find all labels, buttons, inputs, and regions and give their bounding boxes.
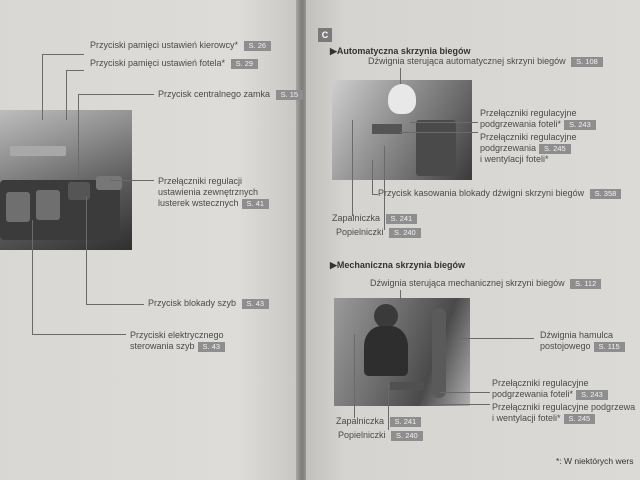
callout-manual-lever	[370, 278, 601, 289]
callout-line	[66, 70, 84, 71]
page-ref: S. 358	[590, 189, 622, 199]
callout-auto-ashtray	[336, 227, 421, 238]
page-ref: S. 15	[276, 90, 304, 100]
callout-line	[86, 196, 87, 304]
page-ref: S. 240	[389, 228, 421, 238]
callout-text: Przyciski pamięci ustawień fotela*	[90, 58, 226, 68]
page-ref: S. 245	[539, 144, 571, 154]
callout-text: Przycisk centralnego zamka	[158, 89, 271, 99]
page-ref: S. 245	[564, 414, 596, 424]
page-ref: S. 29	[231, 59, 259, 69]
section-title-automatic: ▶Automatyczna skrzynia biegów	[330, 46, 471, 56]
callout-text: i wentylacji foteli*	[480, 154, 549, 164]
callout-text: Dźwignia sterująca mechanicznej skrzyni biegów	[370, 278, 565, 288]
callout-line	[42, 54, 43, 120]
callout-auto-lever	[368, 56, 603, 67]
shift-boot	[364, 326, 408, 376]
callout-text: Dźwignia hamulca	[540, 330, 614, 340]
page-ref: S. 240	[391, 431, 423, 441]
callout-text: ustawienia zewnętrznych	[158, 187, 259, 197]
callout-mirror-switch	[158, 176, 269, 209]
callout-manual-seat-heat-vent	[492, 402, 635, 424]
callout-line	[372, 160, 373, 194]
page-ref: S. 108	[571, 57, 603, 67]
callout-auto-seat-heat-vent	[480, 132, 577, 165]
callout-line	[400, 290, 401, 304]
callout-text: postojowego	[540, 341, 591, 351]
callout-manual-ashtray	[338, 430, 423, 441]
callout-driver-memory	[90, 40, 271, 51]
callout-text: Popielniczki	[338, 430, 386, 440]
callout-line	[32, 334, 126, 335]
callout-line	[86, 304, 144, 305]
callout-text: Przycisk blokady szyb	[148, 298, 237, 308]
callout-line	[110, 180, 154, 181]
callout-line	[354, 334, 355, 418]
callout-line	[430, 404, 490, 405]
page-ref: S. 43	[198, 342, 226, 352]
callout-text: Przełączniki regulacji	[158, 176, 243, 186]
callout-shift-lock	[378, 188, 621, 199]
callout-text: Dźwignia sterująca automatycznej skrzyni biegów	[368, 56, 566, 66]
callout-auto-lighter	[332, 213, 417, 224]
callout-text: i wentylacji foteli*	[492, 413, 561, 423]
shift-knob	[374, 304, 398, 328]
callout-text: Zapalniczka	[332, 213, 381, 223]
callout-line	[352, 120, 353, 216]
gear-lever	[388, 84, 416, 114]
callout-line	[400, 132, 478, 133]
callout-text: Przełączniki regulacyjne	[492, 378, 589, 388]
window-switch	[36, 190, 60, 220]
callout-line	[78, 94, 79, 180]
seat-switches	[372, 124, 402, 134]
callout-text: podgrzewania	[480, 143, 537, 153]
page-ref: S. 112	[570, 279, 601, 289]
central-lock-switch	[96, 176, 122, 190]
page-ref: S. 26	[244, 41, 272, 51]
memory-buttons	[10, 146, 66, 156]
callout-auto-seat-heat	[480, 108, 596, 130]
callout-line	[66, 70, 67, 120]
callout-window-lock	[148, 298, 269, 309]
page-ref: S. 241	[390, 417, 422, 427]
callout-line	[78, 94, 154, 95]
callout-text: Przyciski elektrycznego	[130, 330, 224, 340]
callout-line	[42, 54, 84, 55]
callout-text: Zapalniczka	[336, 416, 385, 426]
callout-line	[410, 122, 478, 123]
callout-text: lusterek wstecznych	[158, 198, 239, 208]
page-ref: S. 241	[386, 214, 418, 224]
callout-text: Przełączniki regulacyjne	[480, 132, 577, 142]
page-ref: S. 43	[242, 299, 270, 309]
callout-text: podgrzewania foteli*	[480, 119, 562, 129]
callout-text: Popielniczki	[336, 227, 384, 237]
window-switch	[6, 192, 30, 222]
seat-switches	[390, 382, 424, 390]
callout-line	[440, 392, 490, 393]
callout-text: Przyciski pamięci ustawień kierowcy*	[90, 40, 239, 50]
section-title-manual: ▶Mechaniczna skrzynia biegów	[330, 260, 465, 270]
callout-text: sterowania szyb	[130, 341, 195, 351]
callout-manual-lighter	[336, 416, 421, 427]
gear-gate	[416, 120, 456, 176]
callout-text: Przycisk kasowania blokady dźwigni skrzyni biegów	[378, 188, 585, 198]
footnote: *: W niektórych wers	[556, 456, 634, 466]
page-ref: S. 243	[564, 120, 596, 130]
callout-central-lock	[158, 89, 303, 100]
page-ref: S. 115	[594, 342, 625, 352]
callout-power-windows	[130, 330, 225, 352]
page-ref: S. 41	[242, 199, 270, 209]
callout-line	[400, 68, 401, 84]
callout-line	[32, 220, 33, 334]
parking-brake-lever	[432, 308, 446, 398]
automatic-console-photo	[332, 80, 472, 180]
callout-text: Przełączniki regulacyjne podgrzewa	[492, 402, 636, 412]
callout-text: podgrzewania foteli*	[492, 389, 574, 399]
page-ref: S. 243	[576, 390, 608, 400]
callout-seat-memory	[90, 58, 258, 69]
callout-parking-brake	[540, 330, 625, 352]
callout-line	[460, 338, 534, 339]
callout-manual-seat-heat	[492, 378, 608, 400]
section-tab: C	[318, 28, 332, 42]
callout-text: Przełączniki regulacyjne	[480, 108, 577, 118]
